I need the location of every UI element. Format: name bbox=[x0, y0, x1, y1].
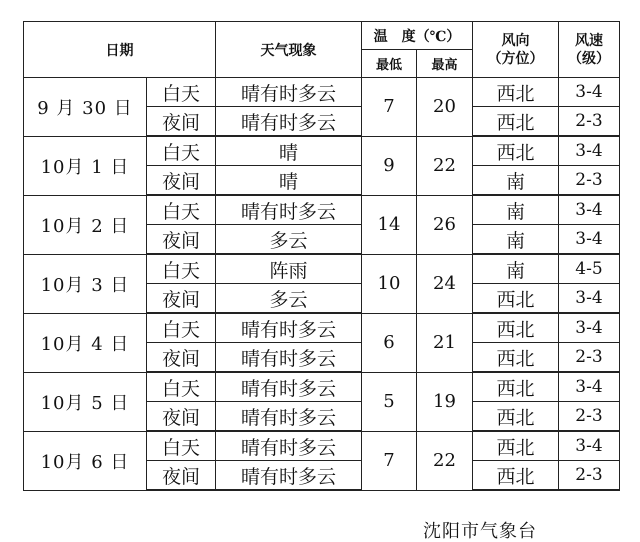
min-temp-cell: 14 bbox=[362, 195, 417, 254]
period-label: 夜间 bbox=[147, 343, 216, 373]
max-temp-cell: 19 bbox=[417, 372, 473, 431]
min-temp-cell: 10 bbox=[362, 254, 417, 313]
wind-direction-cell: 西北 bbox=[473, 78, 559, 107]
wind-direction-cell: 南 bbox=[473, 225, 559, 255]
min-temp-cell: 7 bbox=[362, 431, 417, 490]
max-temp-cell: 26 bbox=[417, 195, 473, 254]
period-label: 白天 bbox=[147, 254, 216, 284]
weather-cell: 晴有时多云 bbox=[216, 313, 362, 343]
min-temp-cell: 6 bbox=[362, 313, 417, 372]
header-weather: 天气现象 bbox=[216, 22, 362, 78]
date-cell: 10月 4 日 bbox=[24, 313, 147, 372]
table-row bbox=[24, 136, 620, 166]
period-label: 白天 bbox=[147, 372, 216, 402]
wind-direction-cell: 西北 bbox=[473, 343, 559, 373]
wind-speed-cell: 2-3 bbox=[559, 402, 620, 432]
table-row bbox=[24, 195, 620, 225]
weather-cell: 晴有时多云 bbox=[216, 343, 362, 373]
period-label: 夜间 bbox=[147, 166, 216, 196]
wind-speed-cell: 2-3 bbox=[559, 107, 620, 137]
max-temp-cell: 22 bbox=[417, 431, 473, 490]
weather-cell: 晴有时多云 bbox=[216, 78, 362, 107]
table-row bbox=[24, 313, 620, 343]
max-temp-cell: 22 bbox=[417, 136, 473, 195]
header-wind-direction bbox=[473, 22, 559, 78]
wind-speed-cell: 2-3 bbox=[559, 461, 620, 491]
period-label: 夜间 bbox=[147, 402, 216, 432]
max-temp-cell: 24 bbox=[417, 254, 473, 313]
header-wind-speed-unit: （级） bbox=[568, 50, 610, 67]
date-cell: 10月 5 日 bbox=[24, 372, 147, 431]
weather-cell: 多云 bbox=[216, 225, 362, 255]
period-label: 白天 bbox=[147, 136, 216, 166]
wind-direction-cell: 西北 bbox=[473, 107, 559, 137]
wind-direction-cell: 南 bbox=[473, 166, 559, 196]
wind-direction-cell: 西北 bbox=[473, 313, 559, 343]
weather-cell: 晴有时多云 bbox=[216, 431, 362, 461]
weather-cell: 晴有时多云 bbox=[216, 372, 362, 402]
table-row bbox=[24, 78, 620, 107]
wind-speed-cell: 4-5 bbox=[559, 254, 620, 284]
date-cell: 10月 1 日 bbox=[24, 136, 147, 195]
wind-speed-cell: 3-4 bbox=[559, 195, 620, 225]
period-label: 白天 bbox=[147, 431, 216, 461]
period-label: 白天 bbox=[147, 313, 216, 343]
date-cell: 10月 3 日 bbox=[24, 254, 147, 313]
header-wind-speed-label: 风速 bbox=[575, 32, 603, 49]
table-header bbox=[24, 22, 620, 78]
header-wind-speed bbox=[559, 22, 620, 78]
date-cell: 9 月 30 日 bbox=[24, 78, 147, 137]
min-temp-cell: 9 bbox=[362, 136, 417, 195]
period-label: 白天 bbox=[147, 195, 216, 225]
weather-forecast-table bbox=[23, 21, 620, 491]
weather-cell: 晴有时多云 bbox=[216, 195, 362, 225]
wind-direction-cell: 南 bbox=[473, 195, 559, 225]
header-wind-direction-label: 风向 bbox=[501, 32, 530, 49]
min-temp-cell: 7 bbox=[362, 78, 417, 137]
header-min-temp: 最低 bbox=[362, 50, 417, 78]
period-label: 白天 bbox=[147, 78, 216, 107]
period-label: 夜间 bbox=[147, 225, 216, 255]
wind-direction-cell: 西北 bbox=[473, 461, 559, 491]
date-cell: 10月 2 日 bbox=[24, 195, 147, 254]
period-label: 夜间 bbox=[147, 461, 216, 491]
wind-direction-cell: 西北 bbox=[473, 431, 559, 461]
wind-speed-cell: 3-4 bbox=[559, 431, 620, 461]
date-cell: 10月 6 日 bbox=[24, 431, 147, 490]
wind-direction-cell: 西北 bbox=[473, 284, 559, 314]
wind-speed-cell: 3-4 bbox=[559, 78, 620, 107]
weather-cell: 多云 bbox=[216, 284, 362, 314]
max-temp-cell: 20 bbox=[417, 78, 473, 137]
wind-speed-cell: 2-3 bbox=[559, 343, 620, 373]
wind-direction-cell: 南 bbox=[473, 254, 559, 284]
weather-cell: 晴 bbox=[216, 136, 362, 166]
wind-speed-cell: 3-4 bbox=[559, 313, 620, 343]
header-wind-direction-unit: （方位） bbox=[487, 50, 544, 67]
wind-speed-cell: 3-4 bbox=[559, 136, 620, 166]
table-row bbox=[24, 372, 620, 402]
header-temperature: 温 度（℃） bbox=[362, 22, 473, 50]
wind-direction-cell: 西北 bbox=[473, 372, 559, 402]
weather-cell: 晴有时多云 bbox=[216, 107, 362, 137]
wind-direction-cell: 西北 bbox=[473, 136, 559, 166]
weather-cell: 晴有时多云 bbox=[216, 461, 362, 491]
period-label: 夜间 bbox=[147, 107, 216, 137]
wind-speed-cell: 3-4 bbox=[559, 284, 620, 314]
table-row bbox=[24, 254, 620, 284]
table-row bbox=[24, 431, 620, 461]
max-temp-cell: 21 bbox=[417, 313, 473, 372]
wind-direction-cell: 西北 bbox=[473, 402, 559, 432]
header-max-temp: 最高 bbox=[417, 50, 473, 78]
wind-speed-cell: 3-4 bbox=[559, 225, 620, 255]
period-label: 夜间 bbox=[147, 284, 216, 314]
weather-cell: 阵雨 bbox=[216, 254, 362, 284]
table-body bbox=[24, 78, 620, 491]
min-temp-cell: 5 bbox=[362, 372, 417, 431]
header-date: 日期 bbox=[24, 22, 216, 78]
wind-speed-cell: 3-4 bbox=[559, 372, 620, 402]
wind-speed-cell: 2-3 bbox=[559, 166, 620, 196]
issuer-signature: 沈阳市气象台 bbox=[423, 521, 537, 542]
weather-cell: 晴 bbox=[216, 166, 362, 196]
weather-cell: 晴有时多云 bbox=[216, 402, 362, 432]
